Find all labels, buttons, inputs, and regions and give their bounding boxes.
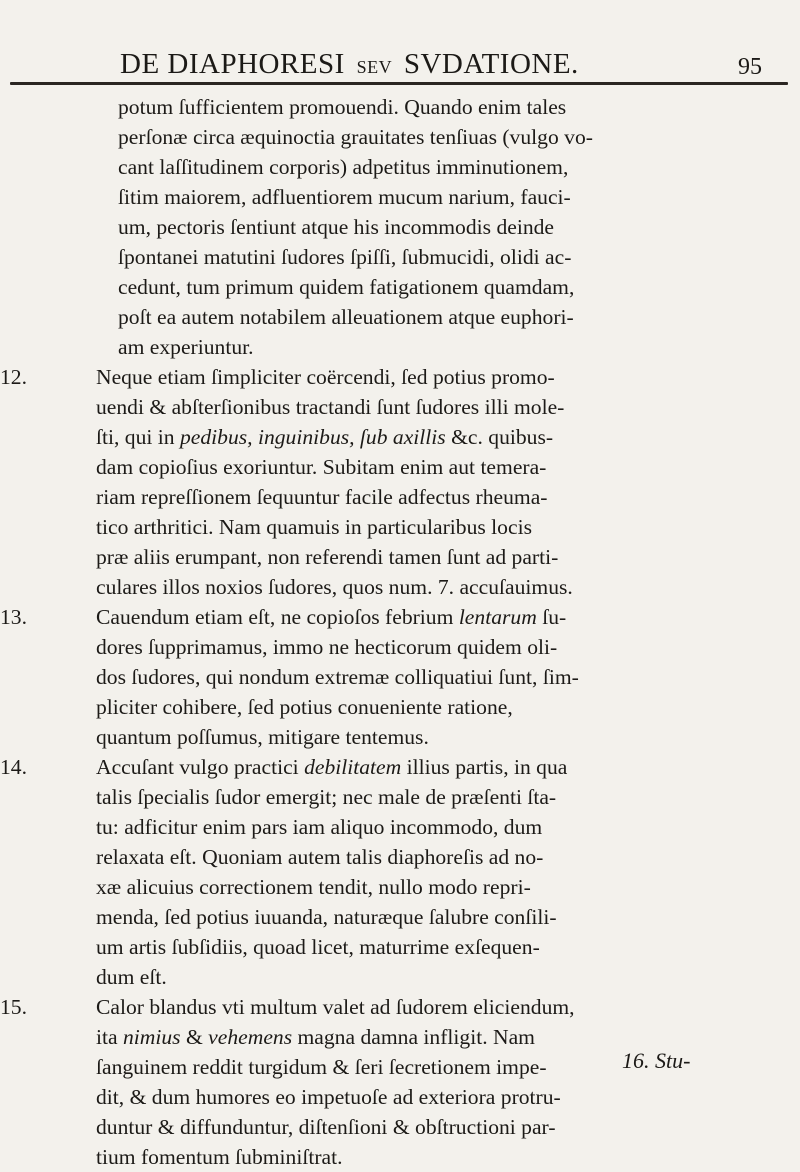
text-segment: magna damna infligit. Nam — [292, 1025, 535, 1049]
line-text: uendi & abſterſionibus tractandi ſunt ſudores illi mole- — [96, 395, 565, 419]
text-line — [0, 722, 800, 752]
line-text: duntur & diffunduntur, diſtenſioni & obſtructioni par- — [96, 1115, 556, 1139]
text-segment: Cauendum etiam eſt, ne copioſos febrium — [96, 605, 459, 629]
text-segment: ſu- — [536, 605, 567, 629]
text-line — [0, 1142, 800, 1172]
line-text: dum eſt. — [96, 965, 167, 989]
line-text: tium fomentum ſubminiſtrat. — [96, 1145, 343, 1169]
text-line — [0, 152, 800, 182]
text-line — [0, 482, 800, 512]
line-text — [96, 422, 553, 452]
text-line — [0, 362, 800, 392]
line-text: tico arthritici. Nam quamuis in particularibus locis — [96, 515, 532, 539]
line-text: ſanguinem reddit turgidum & ſeri ſecretionem impe- — [96, 1055, 547, 1079]
running-head — [0, 34, 800, 80]
header-rule — [10, 82, 788, 85]
italic-phrase: debilitatem — [304, 755, 402, 779]
text-line — [0, 602, 800, 632]
text-line — [0, 212, 800, 242]
text-line — [0, 1112, 800, 1142]
line-text: Calor blandus vti multum valet ad ſudorem eliciendum, — [96, 995, 575, 1019]
text-line — [0, 782, 800, 812]
text-line — [0, 272, 800, 302]
text-segment: ita — [96, 1025, 123, 1049]
line-text: um artis ſubſidiis, quoad licet, maturrime exſequen- — [96, 935, 540, 959]
line-text: cant laſſitudinem corporis) adpetitus imminutionem, — [118, 155, 569, 179]
paragraph-number: 14. — [0, 755, 27, 779]
text-segment: & — [180, 1025, 209, 1049]
text-line — [0, 812, 800, 842]
text-line — [0, 752, 800, 782]
body-text — [0, 92, 800, 1172]
text-line — [0, 422, 800, 452]
line-text: Neque etiam ſimpliciter coërcendi, ſed potius promo- — [96, 365, 555, 389]
text-line — [0, 572, 800, 602]
title-conjunction: SEV — [356, 57, 393, 77]
text-line — [0, 962, 800, 992]
line-text: am experiuntur. — [118, 335, 254, 359]
text-line — [0, 1082, 800, 1112]
italic-phrase: pedibus, inguinibus, ſub axillis — [179, 425, 446, 449]
italic-phrase: vehemens — [208, 1025, 293, 1049]
text-line — [0, 452, 800, 482]
line-text: quantum poſſumus, mitigare tentemus. — [96, 725, 429, 749]
text-line — [0, 662, 800, 692]
line-text: talis ſpecialis ſudor emergit; nec male de præſenti ſta- — [96, 785, 557, 809]
line-text: dores ſupprimamus, immo ne hecticorum quidem oli- — [96, 635, 558, 659]
paragraph-number: 12. — [0, 365, 27, 389]
line-text: culares illos noxios ſudores, quos num. 7. accuſauimus. — [96, 575, 573, 599]
text-segment: illius partis, in qua — [401, 755, 568, 779]
line-text: potum ſufficientem promouendi. Quando enim tales — [118, 95, 567, 119]
page-number: 95 — [738, 54, 762, 80]
text-line — [0, 302, 800, 332]
line-text: dit, & dum humores eo impetuoſe ad exteriora protru- — [96, 1085, 561, 1109]
running-title — [120, 48, 579, 81]
catchword: 16. Stu- — [622, 1048, 691, 1073]
text-segment: Accuſant vulgo practici — [96, 755, 305, 779]
paragraph-number: 15. — [0, 995, 27, 1019]
title-part-1: DE DIAPHORESI — [120, 48, 345, 80]
line-text: dos ſudores, qui nondum extremæ colliquatiui ſunt, ſim- — [96, 665, 579, 689]
line-text — [96, 602, 566, 632]
line-text: xæ alicuius correctionem tendit, nullo modo repri- — [96, 875, 531, 899]
line-text: poſt ea autem notabilem alleuationem atque euphori- — [118, 305, 574, 329]
text-line — [0, 332, 800, 362]
italic-phrase: nimius — [122, 1025, 181, 1049]
text-line — [0, 242, 800, 272]
line-text: riam repreſſionem ſequuntur facile adfectus rheuma- — [96, 485, 548, 509]
text-line — [0, 182, 800, 212]
title-part-2: SVDATIONE. — [403, 48, 579, 80]
italic-phrase: lentarum — [458, 605, 537, 629]
line-text: cedunt, tum primum quidem fatigationem quamdam, — [118, 275, 575, 299]
text-line — [0, 692, 800, 722]
line-text: pliciter cohibere, ſed potius conueniente ratione, — [96, 695, 513, 719]
text-line — [0, 872, 800, 902]
text-segment: ſti, qui in — [96, 425, 180, 449]
text-line — [0, 842, 800, 872]
line-text: menda, ſed potius iuuanda, naturæque ſalubre conſili- — [96, 905, 557, 929]
line-text: um, pectoris ſentiunt atque his incommodis deinde — [118, 215, 554, 239]
line-text: perſonæ circa æquinoctia grauitates tenſiuas (vulgo vo- — [118, 125, 593, 149]
line-text — [96, 752, 567, 782]
line-text: ſpontanei matutini ſudores ſpiſſi, ſubmucidi, olidi ac- — [118, 245, 572, 269]
text-line — [0, 392, 800, 422]
line-text: ſitim maiorem, adfluentiorem mucum narium, fauci- — [118, 185, 571, 209]
text-line — [0, 902, 800, 932]
line-text: dam copioſius exoriuntur. Subitam enim aut temera- — [96, 455, 547, 479]
text-line — [0, 542, 800, 572]
text-line — [0, 932, 800, 962]
line-text: tu: adficitur enim pars iam aliquo incommodo, dum — [96, 815, 543, 839]
line-text: præ aliis erumpant, non referendi tamen ſunt ad parti- — [96, 545, 559, 569]
line-text: relaxata eſt. Quoniam autem talis diaphoreſis ad no- — [96, 845, 544, 869]
paragraph-number: 13. — [0, 605, 27, 629]
line-text — [96, 1022, 535, 1052]
text-line — [0, 992, 800, 1022]
text-line — [0, 122, 800, 152]
text-line — [0, 92, 800, 122]
text-line — [0, 512, 800, 542]
text-segment: &c. quibus- — [445, 425, 554, 449]
text-line — [0, 632, 800, 662]
